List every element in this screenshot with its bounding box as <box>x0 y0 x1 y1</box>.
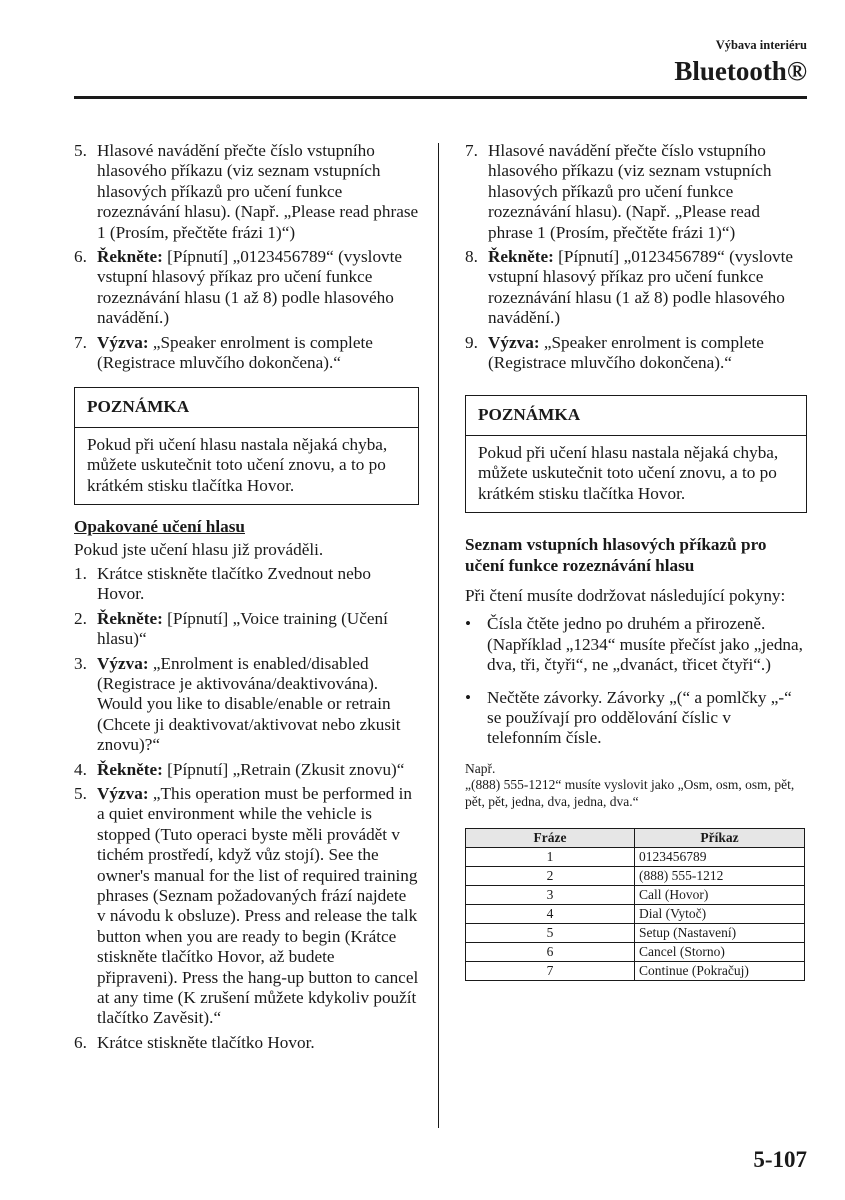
example-text: „(888) 555-1212“ musíte vyslovit jako „Osm, osm, osm, pět, pět, pět, jedna, dva, jedna, dva.“ <box>465 777 795 809</box>
phrase-command: (888) 555-1212 <box>635 867 805 886</box>
list-item <box>465 688 807 749</box>
step-body: [Pípnutí] „0123456789“ (vyslovte vstupní hlasový příkaz pro učení funkce rozeznávání hlasu (1 až 8) podle hlasového navádění.) <box>97 247 403 328</box>
note-body: Pokud při učení hlasu nastala nějaká chyba, můžete uskutečnit toto učení znovu, a to po krátkém stisku tlačítka Hovor. <box>87 434 388 495</box>
bullet-icon: • <box>465 614 472 634</box>
step-body: „Speaker enrolment is complete (Registrace mluvčího dokončena).“ <box>97 332 373 373</box>
list-item <box>74 1033 419 1053</box>
right-column <box>465 141 807 981</box>
step-number: 6. <box>74 247 87 267</box>
list-item <box>74 141 419 243</box>
phrase-table <box>465 828 805 981</box>
phrase-command: Continue (Pokračuj) <box>635 962 805 981</box>
table-row <box>466 943 805 962</box>
step-body: [Pípnutí] „Voice training (Učení hlasu)“ <box>97 608 388 649</box>
steps-list <box>74 141 419 373</box>
step-text <box>97 1033 419 1053</box>
column-divider <box>438 143 439 1128</box>
step-text <box>97 784 419 1029</box>
step-keyword: Řekněte: <box>97 247 163 267</box>
bullet-text: Nečtěte závorky. Závorky „(“ a pomlčky „-“ se používají pro oddělování číslic v telefonním čísle. <box>487 687 792 748</box>
list-item <box>74 784 419 1029</box>
step-body: Hlasové navádění přečte číslo vstupního hlasového příkazu (viz seznam vstupních hlasových příkazů pro učení funkce rozeznávání hlasu). (Např. „Please read phrase 1 (Prosím, přečtěte frázi 1)“) <box>97 141 419 242</box>
step-keyword: Řekněte: <box>488 247 554 267</box>
step-text <box>97 760 419 780</box>
phrase-command: Call (Hovor) <box>635 886 805 905</box>
phrase-number: 4 <box>466 905 635 924</box>
note-box <box>465 395 807 513</box>
note-title: POZNÁMKA <box>466 396 806 435</box>
table-row <box>466 867 805 886</box>
step-text <box>488 247 807 329</box>
step-number: 9. <box>465 332 478 352</box>
step-body: „Speaker enrolment is complete (Registrace mluvčího dokončena).“ <box>488 332 764 373</box>
step-body: Krátce stiskněte tlačítko Hovor. <box>97 1032 315 1052</box>
section-intro: Pokud jste učení hlasu již prováděli. <box>74 539 324 559</box>
page-title: Bluetooth® <box>674 56 807 86</box>
step-keyword: Výzva: <box>488 332 540 352</box>
list-item <box>465 247 807 329</box>
table-row <box>466 924 805 943</box>
left-column <box>74 141 419 1057</box>
note-body: Pokud při učení hlasu nastala nějaká chyba, můžete uskutečnit toto učení znovu, a to po krátkém stisku tlačítka Hovor. <box>478 442 779 503</box>
step-body: „This operation must be performed in a quiet environment while the vehicle is stopped (Tuto operaci byste měli provádět v tichém prostředí, když vůz stojí). See the owner's manual for the list of required training phrases (Seznam požadovaných frází najdete v návodu k obsluze). Press and release the talk button when you are ready to begin (Krátce stiskněte tlačítko Hovor, až budete připraveni). Press the hang-up button to cancel at any time (K zrušení můžete kdykoliv použít tlačítko Zavěsit).“ <box>97 783 419 1028</box>
steps-list <box>74 564 419 1053</box>
phrase-number: 5 <box>466 924 635 943</box>
header-rule <box>74 96 807 99</box>
step-number: 5. <box>74 783 87 803</box>
step-text <box>97 333 419 374</box>
example-label: Např. <box>465 760 496 776</box>
phrase-command: 0123456789 <box>635 848 805 867</box>
bullet-icon: • <box>465 687 472 707</box>
step-text <box>488 141 807 243</box>
step-keyword: Výzva: <box>97 653 149 673</box>
table-header: Příkaz <box>635 829 805 848</box>
step-body: [Pípnutí] „0123456789“ (vyslovte vstupní hlasový příkaz pro učení funkce rozeznávání hlasu (1 až 8) podle hlasového navádění.) <box>488 247 794 328</box>
step-text <box>97 247 419 329</box>
table-header: Fráze <box>466 829 635 848</box>
note-title: POZNÁMKA <box>75 388 418 427</box>
step-text <box>97 564 419 605</box>
steps-list <box>465 141 807 373</box>
list-item <box>74 760 419 780</box>
page-number: 5-107 <box>753 1147 807 1172</box>
list-item <box>74 247 419 329</box>
list-title: Seznam vstupních hlasových příkazů pro učení funkce rozeznávání hlasu <box>465 535 767 575</box>
step-number: 7. <box>74 332 87 352</box>
step-keyword: Řekněte: <box>97 759 163 779</box>
step-number: 8. <box>465 247 478 267</box>
bullet-text: Čísla čtěte jedno po druhém a přirozeně. (Například „1234“ musíte přečíst jako „jedna, dva, tři, čtyři“, ne „dvanáct, třicet čtyři“.) <box>487 614 803 675</box>
phrase-command: Setup (Nastavení) <box>635 924 805 943</box>
section-header: Výbava interiéru <box>715 38 807 52</box>
step-number: 7. <box>465 141 478 160</box>
table-row <box>466 905 805 924</box>
phrase-number: 6 <box>466 943 635 962</box>
section-title: Opakované učení hlasu <box>74 517 245 537</box>
step-body: „Enrolment is enabled/disabled (Registrace je aktivována/deaktivována). Would you like to disable/enable or retrain (Chcete ji deaktivovat/aktivovat nebo zkusit znovu)?“ <box>97 653 401 755</box>
phrase-command: Cancel (Storno) <box>635 943 805 962</box>
list-item <box>465 614 807 675</box>
step-number: 1. <box>74 563 87 583</box>
step-keyword: Výzva: <box>97 332 149 352</box>
table-row <box>466 962 805 981</box>
step-number: 6. <box>74 1032 87 1052</box>
list-item <box>74 564 419 605</box>
phrase-number: 3 <box>466 886 635 905</box>
step-number: 4. <box>74 759 87 779</box>
list-item <box>465 333 807 374</box>
step-body: [Pípnutí] „Retrain (Zkusit znovu)“ <box>162 759 405 779</box>
table-row <box>466 848 805 867</box>
phrase-number: 2 <box>466 867 635 886</box>
step-body: Krátce stiskněte tlačítko Zvednout nebo Hovor. <box>97 563 371 604</box>
table-row <box>466 886 805 905</box>
step-text <box>488 333 807 374</box>
list-item <box>74 333 419 374</box>
list-intro: Při čtení musíte dodržovat následující pokyny: <box>465 585 786 605</box>
step-number: 2. <box>74 608 87 628</box>
phrase-number: 1 <box>466 848 635 867</box>
step-keyword: Řekněte: <box>97 608 163 628</box>
step-text <box>97 609 419 650</box>
step-text <box>97 141 419 243</box>
list-item <box>465 141 807 243</box>
note-box <box>74 387 419 505</box>
bullet-list <box>465 614 807 748</box>
phrase-command: Dial (Vytoč) <box>635 905 805 924</box>
step-body: Hlasové navádění přečte číslo vstupního hlasového příkazu (viz seznam vstupních hlasových příkazů pro učení funkce rozeznávání hlasu). (Např. „Please read phrase 1 (Prosím, přečtěte frázi 1)“) <box>488 141 772 242</box>
list-item <box>74 609 419 650</box>
step-keyword: Výzva: <box>97 783 149 803</box>
phrase-number: 7 <box>466 962 635 981</box>
list-item <box>74 654 419 756</box>
step-text <box>97 654 419 756</box>
step-number: 5. <box>74 141 87 160</box>
step-number: 3. <box>74 653 87 673</box>
